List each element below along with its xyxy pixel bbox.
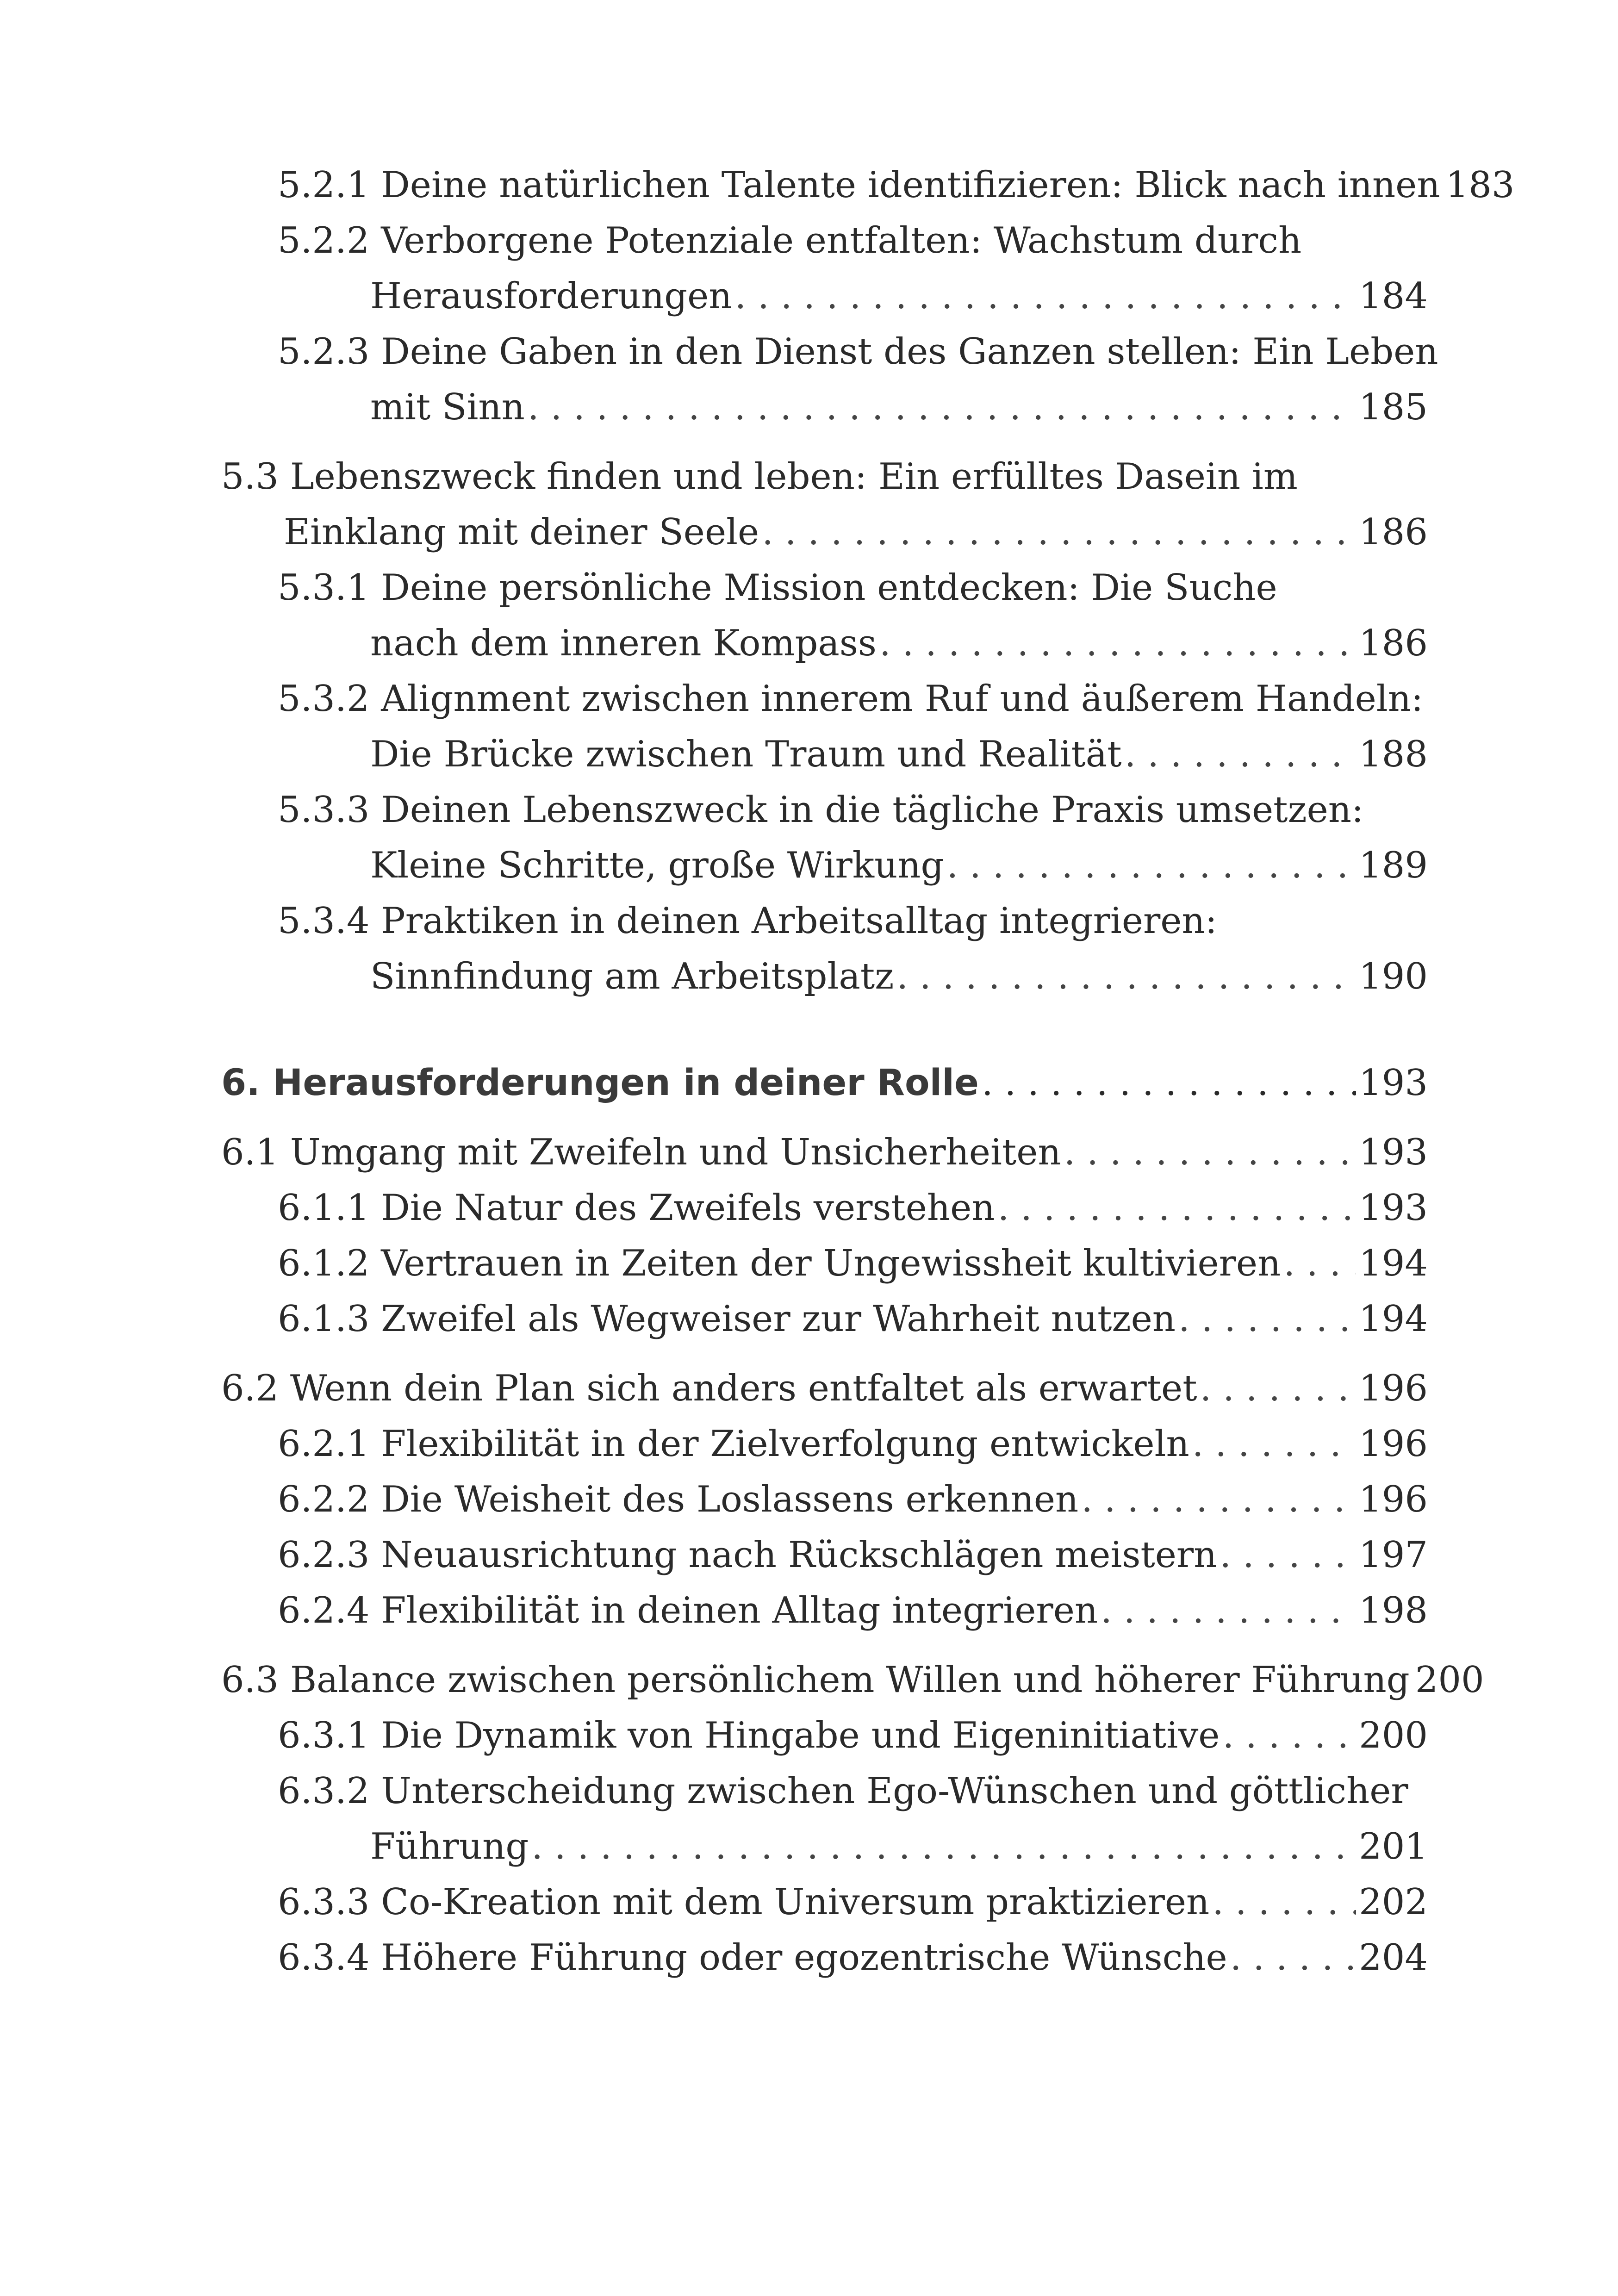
toc-entry-6-3-1[interactable] (278, 1708, 1618, 1763)
leader-dots (879, 616, 1356, 671)
leader-dots (1212, 1874, 1356, 1930)
toc-entry-title: 5.2.3 Deine Gaben in den Dienst des Ganzen stellen: Ein Leben (278, 331, 1438, 373)
table-of-contents (0, 157, 1618, 1985)
toc-entry-title: 6.1.2 Vertrauen in Zeiten der Ungewissheit kultivieren (278, 1243, 1281, 1284)
leader-dots (1178, 1291, 1356, 1347)
toc-entry-6-2[interactable] (221, 1361, 1618, 1416)
toc-chapter-6[interactable] (221, 1055, 1618, 1111)
toc-page-number: 189 (1359, 845, 1428, 886)
toc-entry-title-cont: Führung (370, 1826, 529, 1867)
toc-entry-title: 6.2.4 Flexibilität in deinen Alltag integrieren (278, 1590, 1098, 1631)
toc-page-number: 202 (1359, 1881, 1428, 1923)
toc-entry-6-1[interactable] (221, 1125, 1618, 1180)
toc-entry-title: 6.1.1 Die Natur des Zweifels verstehen (278, 1187, 995, 1229)
toc-entry-title: 5.2.1 Deine natürlichen Talente identifizieren: Blick nach innen (278, 164, 1440, 206)
toc-entry-title: 6.3.4 Höhere Führung oder egozentrische Wünsche (278, 1937, 1227, 1979)
toc-entry-title: 6.2.2 Die Weisheit des Loslassens erkennen (278, 1479, 1079, 1520)
toc-page-number: 200 (1415, 1659, 1484, 1701)
toc-entry-5-2-1[interactable] (278, 157, 1618, 213)
toc-entry-6-2-4[interactable] (278, 1583, 1618, 1638)
leader-dots (735, 268, 1357, 324)
toc-page-number: 185 (1359, 386, 1428, 428)
toc-entry-title: 5.3.3 Deinen Lebenszweck in die tägliche Praxis umsetzen: (278, 789, 1364, 831)
leader-dots (946, 838, 1356, 893)
toc-entry-title-cont: mit Sinn (370, 386, 525, 428)
toc-page-number: 197 (1359, 1534, 1428, 1576)
toc-entry-5-3-3[interactable] (278, 782, 1618, 893)
toc-entry-5-3-4[interactable] (278, 893, 1618, 1004)
toc-entry-title: 5.2.2 Verborgene Potenziale entfalten: Wachstum durch (278, 220, 1302, 261)
leader-dots (1192, 1416, 1356, 1472)
toc-page-number: 188 (1359, 734, 1428, 775)
leader-dots (1101, 1583, 1356, 1638)
leader-dots (762, 504, 1356, 560)
toc-entry-6-3-2[interactable] (278, 1763, 1618, 1874)
toc-entry-title: 6.3 Balance zwischen persönlichem Willen und höherer Führung (221, 1659, 1410, 1701)
toc-page-number: 204 (1359, 1937, 1428, 1979)
toc-page-number: 193 (1359, 1187, 1428, 1229)
toc-entry-title: 6.1 Umgang mit Zweifeln und Unsicherheiten (221, 1132, 1061, 1173)
leader-dots (896, 949, 1356, 1004)
toc-entry-title: 6.3.1 Die Dynamik von Hingabe und Eigeninitiative (278, 1715, 1220, 1756)
toc-entry-title-cont: nach dem inneren Kompass (370, 622, 877, 664)
toc-entry-title: 5.3.1 Deine persönliche Mission entdecken: Die Suche (278, 567, 1277, 609)
leader-dots (1125, 727, 1357, 782)
toc-entry-5-3-1[interactable] (278, 560, 1618, 671)
toc-entry-title-cont: Sinnfindung am Arbeitsplatz (370, 956, 894, 997)
toc-page-number: 183 (1445, 164, 1515, 206)
toc-page-number: 196 (1359, 1368, 1428, 1409)
toc-entry-6-2-3[interactable] (278, 1527, 1618, 1583)
leader-dots (1220, 1527, 1356, 1583)
leader-dots (1222, 1708, 1356, 1763)
toc-page-number: 193 (1359, 1132, 1428, 1173)
toc-page-number: 186 (1359, 622, 1428, 664)
toc-entry-5-2-2[interactable] (278, 213, 1618, 324)
toc-entry-title: 6.3.3 Co-Kreation mit dem Universum praktizieren (278, 1881, 1210, 1923)
toc-entry-6-3-3[interactable] (278, 1874, 1618, 1930)
toc-page-number: 193 (1359, 1062, 1428, 1104)
toc-entry-5-2-3[interactable] (278, 324, 1618, 435)
toc-entry-6-1-3[interactable] (278, 1291, 1618, 1347)
toc-entry-6-1-2[interactable] (278, 1236, 1618, 1291)
toc-entry-6-3-4[interactable] (278, 1930, 1618, 1985)
leader-dots (1230, 1930, 1356, 1985)
toc-entry-5-3-2[interactable] (278, 671, 1618, 782)
toc-page-number: 200 (1359, 1715, 1428, 1756)
toc-entry-title: 5.3.4 Praktiken in deinen Arbeitsalltag integrieren: (278, 900, 1217, 942)
toc-entry-6-3[interactable] (221, 1652, 1618, 1708)
toc-entry-title: 5.3.2 Alignment zwischen innerem Ruf und äußerem Handeln: (278, 678, 1424, 720)
toc-entry-title-cont: Herausforderungen (370, 275, 732, 317)
toc-page-number: 186 (1359, 511, 1428, 553)
leader-dots (1064, 1125, 1356, 1180)
toc-entry-title: 6.1.3 Zweifel als Wegweiser zur Wahrheit nutzen (278, 1298, 1176, 1340)
leader-dots (1283, 1236, 1356, 1291)
toc-entry-title: 5.3 Lebenszweck finden und leben: Ein erfülltes Dasein im (221, 456, 1298, 498)
toc-entry-title-cont: Kleine Schritte, große Wirkung (370, 845, 944, 886)
toc-page-number: 198 (1359, 1590, 1428, 1631)
leader-dots (1081, 1472, 1356, 1527)
toc-page-number: 194 (1359, 1298, 1428, 1340)
toc-page-number: 190 (1359, 956, 1428, 997)
toc-page-number: 184 (1359, 275, 1428, 317)
leader-dots (531, 1819, 1356, 1874)
toc-page-number: 196 (1359, 1479, 1428, 1520)
leader-dots (1200, 1361, 1357, 1416)
toc-page-number: 196 (1359, 1423, 1428, 1465)
toc-entry-title-cont: Die Brücke zwischen Traum und Realität (370, 734, 1122, 775)
leader-dots (998, 1180, 1357, 1236)
toc-entry-5-3[interactable] (221, 449, 1618, 560)
toc-page-number: 201 (1359, 1826, 1428, 1867)
toc-entry-6-1-1[interactable] (278, 1180, 1618, 1236)
toc-entry-6-2-2[interactable] (278, 1472, 1618, 1527)
toc-entry-title: 6.2 Wenn dein Plan sich anders entfaltet als erwartet (221, 1368, 1197, 1409)
leader-dots (528, 380, 1356, 435)
chapter-title: 6. Herausforderungen in deiner Rolle (221, 1062, 979, 1104)
toc-entry-title: 6.2.1 Flexibilität in der Zielverfolgung entwickeln (278, 1423, 1189, 1465)
toc-entry-title: 6.2.3 Neuausrichtung nach Rückschlägen meistern (278, 1534, 1217, 1576)
toc-page-number: 194 (1359, 1243, 1428, 1284)
leader-dots (982, 1055, 1356, 1111)
toc-entry-6-2-1[interactable] (278, 1416, 1618, 1472)
toc-entry-title-cont: Einklang mit deiner Seele (284, 511, 759, 553)
toc-entry-title: 6.3.2 Unterscheidung zwischen Ego-Wünschen und göttlicher (278, 1770, 1408, 1812)
